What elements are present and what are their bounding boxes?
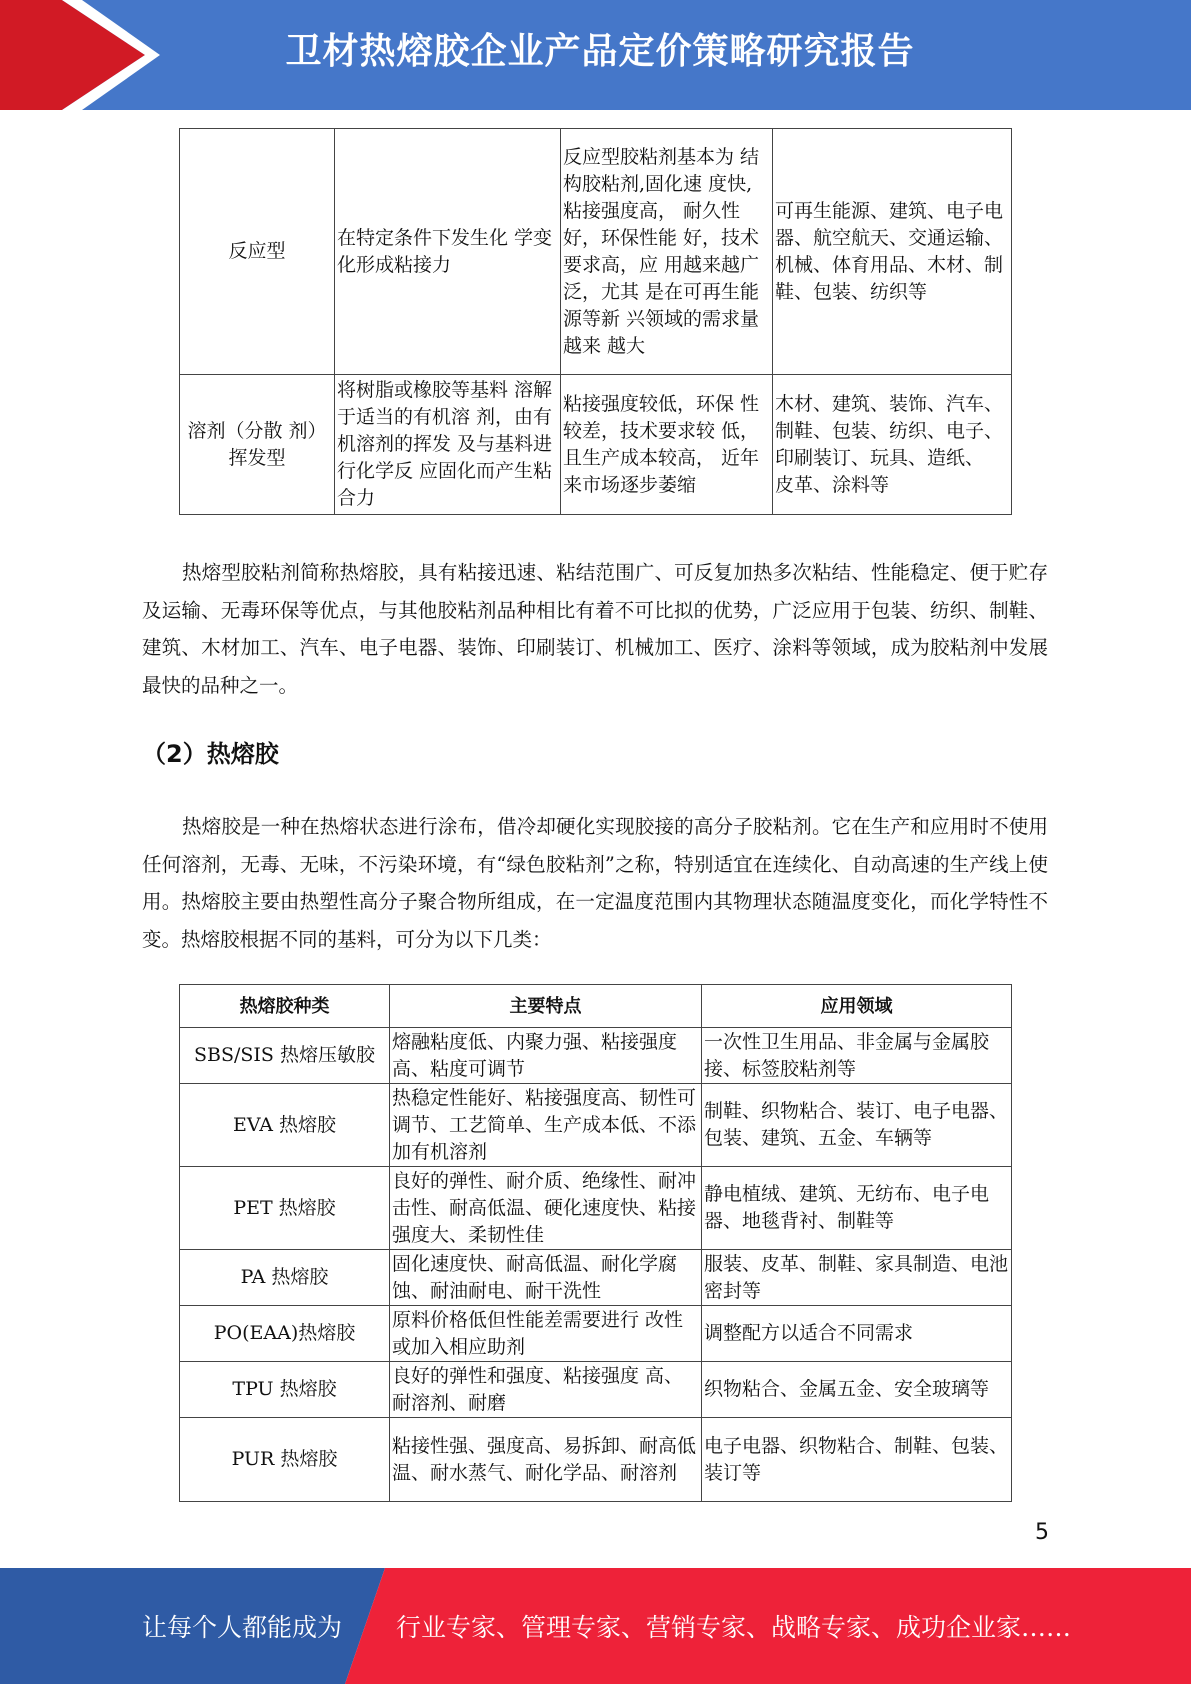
table-cell: 良好的弹性、耐介质、绝缘性、耐冲击性、耐高低温、硬化速度快、粘接强度大、柔韧性佳 <box>390 1167 702 1250</box>
body-paragraph: 热熔型胶粘剂简称热熔胶，具有粘接迅速、粘结范围广、可反复加热多次粘结、性能稳定、便于贮存及运输、无毒环保等优点，与其他胶粘剂品种相比有着不可比拟的优势，广泛应用于包装、纺织、制鞋、建筑、木材加工、汽车、电子电器、装饰、印刷装订、机械加工、医疗、涂料等领域，成为胶粘剂中发展最快的品种之一。 <box>142 561 1048 697</box>
table-cell: 反应型 <box>180 129 335 375</box>
table-cell: 静电植绒、建筑、无纺布、电子电器、地毯背衬、制鞋等 <box>702 1167 1012 1250</box>
page-header <box>0 0 1191 110</box>
body-paragraph: 热熔胶是一种在热熔状态进行涂布，借冷却硬化实现胶接的高分子胶粘剂。它在生产和应用时不使用任何溶剂，无毒、无味，不污染环境，有“绿色胶粘剂”之称，特别适宜在连续化、自动高速的生产线上使用。热熔胶主要由热塑性高分子聚合物所组成，在一定温度范围内其物理状态随温度变化，而化学特性不变。热熔胶根据不同的基料，可分为以下几类： <box>142 815 1048 951</box>
page-number: 5 <box>1035 1520 1049 1545</box>
table-cell: 织物粘合、金属五金、安全玻璃等 <box>702 1362 1012 1418</box>
table-cell: PUR 热熔胶 <box>180 1418 390 1502</box>
table-cell: 粘接性强、强度高、易拆卸、耐高低温、耐水蒸气、耐化学品、耐溶剂 <box>390 1418 702 1502</box>
table-cell: 热稳定性能好、粘接强度高、韧性可调节、工艺简单、生产成本低、不添加有机溶剂 <box>390 1084 702 1167</box>
table-cell: 一次性卫生用品、非金属与金属胶接、标签胶粘剂等 <box>702 1028 1012 1084</box>
table-cell: 在特定条件下发生化 学变化形成粘接力 <box>335 129 561 375</box>
table-cell: 粘接强度较低，环保 性较差，技术要求较 低，且生产成本较高， 近年来市场逐步萎缩 <box>561 375 773 515</box>
table-row <box>180 1167 1012 1250</box>
hot-melt-types-table <box>179 984 1012 1502</box>
table-cell: 反应型胶粘剂基本为 结构胶粘剂,固化速 度快,粘接强度高， 耐久性好，环保性能 好，技术要求高，应 用越来越广泛，尤其 是在可再生能源等新 兴领域的需求量越来 越大 <box>561 129 773 375</box>
footer-slogan-right: 行业专家、管理专家、营销专家、战略专家、成功企业家…… <box>396 1613 1072 1642</box>
table-cell: 电子电器、织物粘合、制鞋、包装、装订等 <box>702 1418 1012 1502</box>
table-cell: 良好的弹性和强度、粘接强度 高、耐溶剂、耐磨 <box>390 1362 702 1418</box>
table-cell: 将树脂或橡胶等基料 溶解于适当的有机溶 剂，由有机溶剂的挥发 及与基料进行化学反 应固化而产生粘合力 <box>335 375 561 515</box>
adhesive-type-table <box>179 128 1012 515</box>
table-cell: PET 热熔胶 <box>180 1167 390 1250</box>
column-header: 应用领域 <box>702 985 1012 1028</box>
table-cell: PA 热熔胶 <box>180 1250 390 1306</box>
table-row <box>180 129 1012 375</box>
table-cell: 调整配方以适合不同需求 <box>702 1306 1012 1362</box>
table-row <box>180 375 1012 515</box>
table-cell: 原料价格低但性能差需要进行 改性或加入相应助剂 <box>390 1306 702 1362</box>
footer-slogan-left: 让每个人都能成为 <box>142 1613 343 1642</box>
table-row <box>180 1028 1012 1084</box>
table-row <box>180 1362 1012 1418</box>
table-header-row <box>180 985 1012 1028</box>
header-arrow-decoration <box>0 0 200 110</box>
table-cell: 溶剂（分散 剂）挥发型 <box>180 375 335 515</box>
page-footer <box>0 1568 1191 1684</box>
header-title: 卫材热熔胶企业产品定价策略研究报告 <box>285 31 915 72</box>
table-cell: 熔融粘度低、内聚力强、粘接强度高、粘度可调节 <box>390 1028 702 1084</box>
table-cell: 服装、皮革、制鞋、家具制造、电池密封等 <box>702 1250 1012 1306</box>
table-cell: 固化速度快、耐高低温、耐化学腐蚀、耐油耐电、耐干洗性 <box>390 1250 702 1306</box>
table-cell: 制鞋、织物粘合、装订、电子电器、包装、建筑、五金、车辆等 <box>702 1084 1012 1167</box>
table-row <box>180 1250 1012 1306</box>
column-header: 热熔胶种类 <box>180 985 390 1028</box>
table-cell: SBS/SIS 热熔压敏胶 <box>180 1028 390 1084</box>
table-cell: TPU 热熔胶 <box>180 1362 390 1418</box>
table-row <box>180 1418 1012 1502</box>
table-cell: PO(EAA)热熔胶 <box>180 1306 390 1362</box>
table-row <box>180 1306 1012 1362</box>
table-cell: 木材、建筑、装饰、汽车、 制鞋、包装、纺织、电子、 印刷装订、玩具、造纸、 皮革、涂料等 <box>773 375 1012 515</box>
section-heading: （2）热熔胶 <box>142 740 279 768</box>
column-header: 主要特点 <box>390 985 702 1028</box>
table-cell: 可再生能源、建筑、电子电器、航空航天、交通运输、机械、体育用品、木材、制鞋、包装、纺织等 <box>773 129 1012 375</box>
table-row <box>180 1084 1012 1167</box>
table-cell: EVA 热熔胶 <box>180 1084 390 1167</box>
